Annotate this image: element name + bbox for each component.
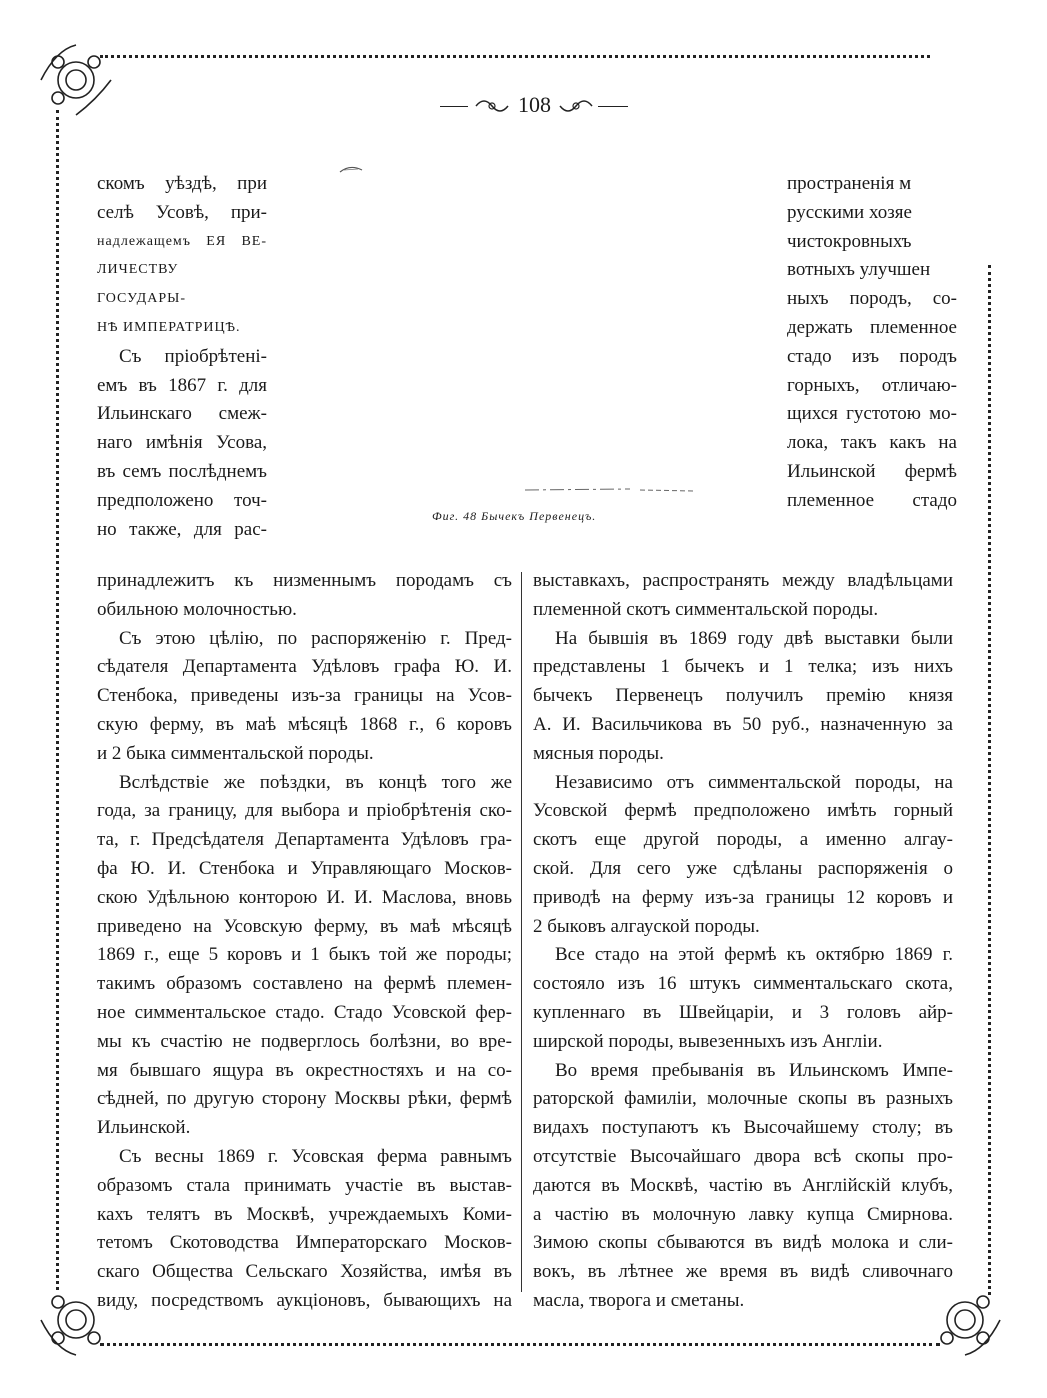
text-line: скую ферму, въ маѣ мѣсяцѣ 1868 г., 6 коровъ xyxy=(97,713,512,735)
text-line: обильною молочностью. xyxy=(97,598,297,620)
text-line: Вслѣдствіе же поѣздки, въ концѣ того же xyxy=(119,771,512,793)
text-line: Ильинской. xyxy=(97,1117,191,1139)
text-line: и 2 быка симментальской породы. xyxy=(97,742,374,764)
figure-caption: Фиг. 48 Бычекъ Первенецъ. xyxy=(432,509,597,523)
text-line: мы къ счастію не подверглось болѣзни, во вре- xyxy=(97,1030,512,1052)
text-line: приведено на Усовскую ферму, въ маѣ мѣсяцѣ xyxy=(97,915,512,937)
page-number: 108 xyxy=(518,92,551,117)
text-line: лока, такъ какъ на xyxy=(787,432,957,454)
text-line: но также, для рас- xyxy=(97,518,267,540)
text-line: емъ въ 1867 г. для xyxy=(97,374,267,396)
text-line: кахъ телятъ въ Москвѣ, учреждаемыхъ Коми- xyxy=(97,1203,512,1225)
text-line: а частію въ молочную лавку купца Смирнова. xyxy=(533,1203,953,1225)
border-left xyxy=(56,110,59,1290)
figure-illustration xyxy=(300,160,760,510)
text-line: отсутствіе Высочайшаго двора всѣ скопы про- xyxy=(533,1145,953,1167)
text-line: мясныя породы. xyxy=(533,742,664,764)
text-line: Во время пребыванія въ Ильинскомъ Импе- xyxy=(555,1059,953,1081)
text-line: племенное стадо xyxy=(787,489,957,511)
text-line: держать племенное xyxy=(787,316,957,338)
text-column-right-top xyxy=(787,170,957,516)
text-line: вотныхъ улучшен xyxy=(787,259,931,281)
text-line: А. И. Васильчикова въ 50 руб., назначенную за xyxy=(533,713,953,735)
text-line: Зимою скопы сбываются въ видѣ молока и сли- xyxy=(533,1232,953,1254)
text-line: НѢ ИМПЕРАТРИЦѢ. xyxy=(97,319,241,335)
header-dash-right xyxy=(598,106,628,107)
text-line: надлежащемъ ЕЯ ВЕ- xyxy=(97,233,267,249)
text-line: Стенбока, приведены изъ-за границы на Усов- xyxy=(97,685,512,707)
text-line: купленнаго въ Швейцаріи, и 3 головъ айр- xyxy=(533,1001,953,1023)
text-line: тетомъ Скотоводства Императорскаго Москов- xyxy=(97,1232,512,1254)
text-line: та, г. Предсѣдателя Департамента Удѣловъ гра- xyxy=(97,829,512,851)
text-line: видахъ поступаютъ къ Высочайшему столу; въ xyxy=(533,1117,953,1139)
text-line: Съ этою цѣлію, по распоряженію г. Пред- xyxy=(119,627,512,649)
header-ornament-left xyxy=(474,96,510,116)
text-line: русскими хозяе xyxy=(787,201,912,223)
text-line: горныхъ, отличаю- xyxy=(787,374,957,396)
text-line: скою Удѣльною конторою И. И. Маслова, вновь xyxy=(97,886,512,908)
text-line: въ семъ послѣднемъ xyxy=(97,460,267,482)
text-line: чистокровныхъ xyxy=(787,230,912,252)
border-top xyxy=(100,55,930,58)
text-line: масла, творога и сметаны. xyxy=(533,1289,745,1311)
text-line: раторской фамиліи, молочные скопы въ разныхъ xyxy=(533,1088,953,1110)
text-line: года, за границу, для выбора и пріобрѣтенія ско- xyxy=(97,800,512,822)
text-line: представлены 1 бычекъ и 1 телка; изъ нихъ xyxy=(533,656,953,678)
text-line: сѣдателя Департамента Удѣловъ графа Ю. И. xyxy=(97,656,512,678)
text-line: племенной скотъ симментальской породы. xyxy=(533,598,879,620)
text-line: фа Ю. И. Стенбока и Управляющаго Москов- xyxy=(97,857,512,879)
header-dash-left xyxy=(440,106,468,107)
column-divider xyxy=(521,572,522,1292)
text-line: Съ весны 1869 г. Усовская ферма равнымъ xyxy=(119,1145,512,1167)
text-line: 1869 г., еще 5 коровъ и 1 быкъ той же породы; xyxy=(97,944,512,966)
text-line: вокъ, въ лѣтнее же время въ видѣ сливочнаго xyxy=(533,1261,953,1283)
border-bottom xyxy=(100,1343,940,1346)
text-line: ное симментальское стадо. Стадо Усовской фер- xyxy=(97,1001,512,1023)
text-line: состояло изъ 16 штукъ симментальскаго скота, xyxy=(533,973,953,995)
text-line: ныхъ породъ, со- xyxy=(787,288,957,310)
text-line: щихся густотою мо- xyxy=(787,403,957,425)
text-line: стадо изъ породъ xyxy=(787,345,957,367)
text-line: 2 быковъ алгауской породы. xyxy=(533,915,760,937)
text-column-left-top xyxy=(97,170,267,544)
text-line: пространенія м xyxy=(787,173,912,194)
corner-ornament-top-left xyxy=(36,40,116,120)
text-column-left xyxy=(97,567,512,1316)
border-right xyxy=(988,265,991,1295)
text-line: ЛИЧЕСТВУ ГОСУДАРЫ- xyxy=(97,262,186,307)
text-line: скотъ еще другой породы, а именно алгау- xyxy=(533,829,953,851)
page-header xyxy=(440,92,630,122)
text-line: селѣ Усовѣ, при- xyxy=(97,201,267,223)
text-line: мя бывшаго ящура въ окрестностяхъ и на со- xyxy=(97,1059,512,1081)
text-line: наго имѣнія Усова, xyxy=(97,432,267,454)
text-line: выставкахъ, распространять между владѣльцами xyxy=(533,570,953,591)
text-line: Независимо отъ симментальской породы, на xyxy=(555,771,953,793)
text-line: На бывшія въ 1869 году двѣ выставки были xyxy=(555,627,953,649)
text-line: Усовской фермѣ предположено имѣть горный xyxy=(533,800,953,822)
header-ornament-right xyxy=(558,96,594,116)
text-line: скаго Общества Сельскаго Хозяйства, имѣя въ xyxy=(97,1261,512,1283)
text-line: Ильинской фермѣ xyxy=(787,460,957,482)
text-line: виду, посредствомъ аукціоновъ, бывающихъ на xyxy=(97,1289,512,1311)
text-column-right xyxy=(533,567,953,1316)
text-line: ширской породы, вывезенныхъ изъ Англіи. xyxy=(533,1030,883,1052)
text-line: такимъ образомъ составлено на фермѣ племен- xyxy=(97,973,512,995)
figure-traces xyxy=(300,160,760,510)
text-line: образомъ стала принимать участіе въ выстав- xyxy=(97,1174,512,1196)
text-line: бычекъ Первенецъ получилъ премію князя xyxy=(533,685,953,707)
text-line: ской. Для сего уже сдѣланы распоряженія о xyxy=(533,857,953,879)
text-line: Все стадо на этой фермѣ къ октябрю 1869 г. xyxy=(555,944,953,966)
text-line: Ильинскаго смеж- xyxy=(97,403,267,425)
text-line: принадлежитъ къ низменнымъ породамъ съ xyxy=(97,570,512,591)
text-line: предположено точ- xyxy=(97,489,267,511)
text-line: скомъ уѣздѣ, при xyxy=(97,173,267,194)
text-line: приводѣ на ферму изъ-за границы 12 коровъ и xyxy=(533,886,953,908)
text-line: сѣдней, по другую сторону Москвы рѣки, фермѣ xyxy=(97,1088,512,1110)
text-line: даются въ Москвѣ, частію въ Англійскій клубъ, xyxy=(533,1174,953,1196)
text-line: Съ пріобрѣтені- xyxy=(119,345,267,367)
